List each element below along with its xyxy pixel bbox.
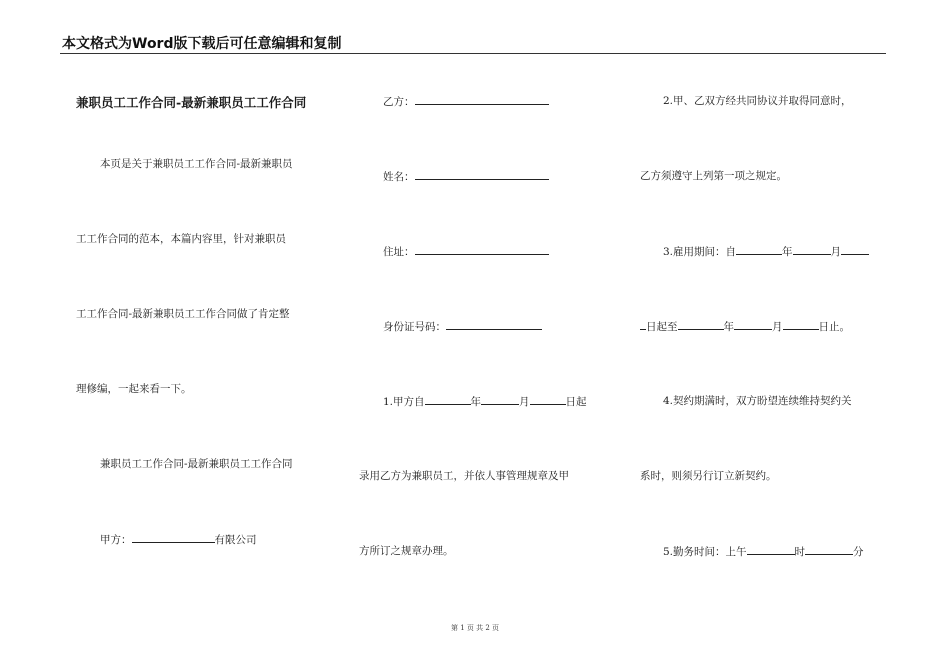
party-a-suffix: 有限公司 xyxy=(214,534,257,546)
clause-3-line-2 xyxy=(640,318,850,334)
name-label: 姓名： xyxy=(383,171,415,183)
clause-4-line-1: 4.契约期满时，双方盼望连续维持契约关 xyxy=(663,395,852,407)
clause-1-line-2: 录用乙方为兼职员工，并依人事管理规章及甲 xyxy=(359,470,569,482)
party-b-blank xyxy=(415,93,549,105)
clause-5-hour: 时 xyxy=(794,546,806,558)
name-blank xyxy=(415,168,549,180)
clause-1-year: 年 xyxy=(470,396,482,408)
name-line xyxy=(383,168,549,184)
intro-line-1: 本页是关于兼职员工工作合同-最新兼职员 xyxy=(100,158,293,170)
clause-1-month: 月 xyxy=(519,396,530,408)
id-number-blank xyxy=(446,318,542,330)
id-number-line xyxy=(383,318,542,334)
clause-3-prefix: 3.雇用期间：自 xyxy=(663,246,737,258)
party-b-line xyxy=(383,93,549,109)
clause-3-month: 月 xyxy=(830,246,842,258)
clause-3-year2: 年 xyxy=(723,321,734,333)
party-b-label: 乙方： xyxy=(383,96,415,108)
party-a-blank xyxy=(132,531,215,543)
clause-1-day-blank xyxy=(530,393,566,405)
clause-3-day-from: 日起至 xyxy=(646,321,678,333)
document-title: 兼职员工工作合同-最新兼职员工工作合同 xyxy=(76,95,307,110)
clause-1-line-3: 方所订之规章办理。 xyxy=(359,545,454,557)
intro-line-3: 工工作合同-最新兼职员工工作合同做了肯定整 xyxy=(76,308,290,320)
clause-5-hour-blank xyxy=(747,543,795,555)
clause-1-year-blank xyxy=(425,393,471,405)
clause-1-day: 日起 xyxy=(565,396,587,408)
clause-3-day-blank xyxy=(841,243,869,255)
clause-3-month2: 月 xyxy=(772,321,783,333)
contract-subtitle: 兼职员工工作合同-最新兼职员工工作合同 xyxy=(100,458,293,470)
clause-3-day2-blank xyxy=(783,318,819,330)
clause-3-month2-blank xyxy=(734,318,772,330)
clause-3-year-blank xyxy=(736,243,782,255)
header-divider xyxy=(60,53,886,54)
clause-2-line-1: 2.甲、乙双方经共同协议并取得同意时， xyxy=(663,95,852,107)
address-line xyxy=(383,243,549,259)
clause-5-minute-blank xyxy=(805,543,853,555)
id-number-label: 身份证号码： xyxy=(383,321,446,333)
document-header-title: 本文格式为Word版下载后可任意编辑和复制 xyxy=(62,36,342,52)
address-label: 住址： xyxy=(383,246,415,258)
intro-line-2: 工工作合同的范本，本篇内容里，针对兼职员 xyxy=(76,233,286,245)
clause-3-month-blank xyxy=(793,243,831,255)
clause-5-minute: 分 xyxy=(853,546,864,558)
clause-3-year: 年 xyxy=(782,246,793,258)
address-blank xyxy=(415,243,549,255)
clause-1-month-blank xyxy=(481,393,519,405)
page-number: 第 1 页 共 2 页 xyxy=(450,624,500,632)
clause-3-line-1 xyxy=(663,243,869,259)
clause-5-prefix: 5.勤务时间：上午 xyxy=(663,546,747,558)
clause-3-year2-blank xyxy=(678,318,724,330)
party-a-line xyxy=(100,531,257,547)
party-a-label: 甲方： xyxy=(100,534,132,546)
clause-2-line-2: 乙方须遵守上列第一项之规定。 xyxy=(640,170,787,182)
clause-1-prefix: 1.甲方自 xyxy=(383,396,425,408)
clause-3-end: 日止。 xyxy=(818,321,850,333)
clause-1-line-1 xyxy=(383,393,587,409)
clause-4-line-2: 系时，则须另行订立新契约。 xyxy=(640,470,777,482)
intro-line-4: 理修编，一起来看一下。 xyxy=(76,383,192,395)
clause-5-line-1 xyxy=(663,543,864,559)
